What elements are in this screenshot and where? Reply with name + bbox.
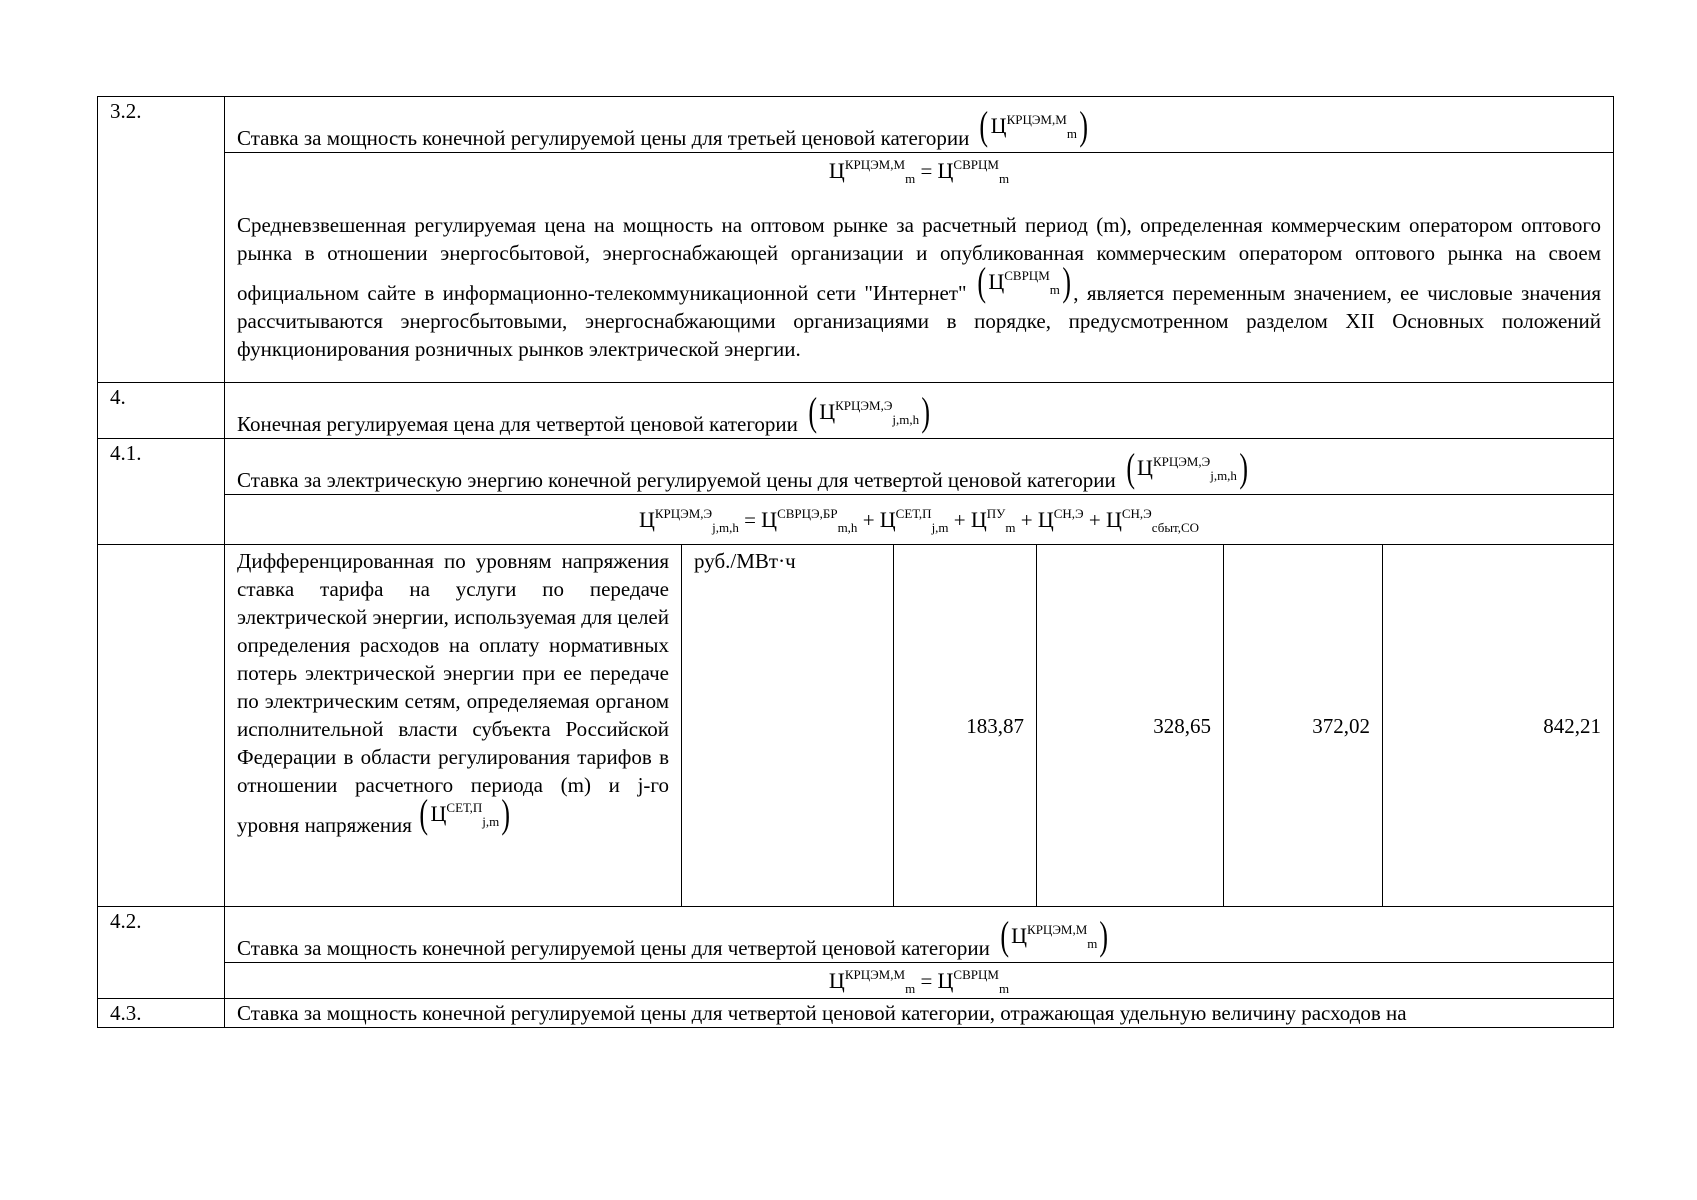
symbol-base: Ц [430, 801, 447, 826]
plus-sign: + [1020, 507, 1033, 532]
symbol-sub: сбыт,СО [1151, 519, 1200, 535]
symbol-sub: m [998, 980, 1010, 996]
formula-symbol [417, 791, 512, 836]
tariff-description-cell [225, 545, 682, 907]
paragraph-text: , является переменным значением, ее числовые значения рассчитываются энергосбытовыми, энергоснабжающими организациями в порядке, предусмотренном разделом XII Основных положений функционирования розничных рынков электрической энергии. [237, 281, 1602, 361]
symbol-sub: j,m,h [712, 519, 739, 535]
row-title: Конечная регулируемая цена для четвертой ценовой категории [237, 412, 798, 436]
symbol-base: Ц [828, 967, 845, 993]
row-number: 3.2. [98, 97, 225, 383]
symbol-sup: КРЦЭМ,М [1006, 112, 1067, 127]
symbol-sub: m [905, 171, 916, 186]
symbol-sub: j,m [931, 519, 949, 535]
bracket-open: ( [977, 259, 987, 304]
row-title: Ставка за мощность конечной регулируемой цены для четвертой ценовой категории [237, 936, 990, 960]
row-number: 4.3. [98, 999, 225, 1028]
row-title-cell [225, 97, 1614, 153]
tariff-description: Дифференцированная по уровням напряжения ставка тарифа на услуги по передаче электрической энергии, используемая для целей определения расходов на оплату нормативных потерь электрической энергии при ее передаче по электрическим сетям, определяемая органом исполнительной власти субъекта Российской Федерации в области регулирования тарифов в отношении расчетного периода (m) и j-го уровня напряжения [237, 549, 669, 837]
symbol-sub: m [905, 980, 916, 996]
bracket-open: ( [1000, 913, 1009, 958]
row-4-2-title [98, 907, 1614, 963]
bracket-open: ( [419, 791, 429, 836]
tariff-value-1: 183,87 [894, 545, 1037, 907]
formula-cell [225, 495, 1614, 545]
equals-sign: = [920, 968, 933, 993]
symbol-base: Ц [828, 158, 845, 183]
row-4-1-formula [98, 495, 1614, 545]
symbol-sub: j,m,h [892, 412, 920, 427]
paragraph-text: Средневзвешенная регулируемая цена на мощность на оптовом рынке за расчетный период (m), определенная коммерческим оператором оптового рынка в отношении энергосбытовой, энергоснабжающей организации и опубликованная коммерческим оператором оптового рынка на своем официальном сайте в информационно-телекоммуникационной сети "Интернет" [237, 213, 1602, 305]
symbol-sup: КРЦЭМ,Э [1152, 454, 1211, 469]
row-4-2-formula [98, 963, 1614, 999]
row-title-cell [225, 907, 1614, 963]
symbol-sup: СВРЦМ [953, 966, 999, 982]
row-3-2-body [98, 153, 1614, 383]
row-number: 4. [98, 383, 225, 439]
symbol-base: Ц [638, 506, 655, 532]
tariff-table [97, 96, 1614, 1028]
symbol-sup: СН,Э [1121, 505, 1152, 521]
symbol-sup: КРЦЭМ,М [844, 966, 906, 982]
symbol-sub: m [1049, 282, 1060, 297]
formula-cell [225, 963, 1614, 999]
symbol-sup: КРЦЭМ,Э [835, 398, 893, 413]
row-title-cell [225, 439, 1614, 495]
symbol-base: Ц [937, 158, 954, 183]
symbol-base: Ц [1037, 506, 1054, 532]
row-title: Ставка за мощность конечной регулируемой цены для четвертой ценовой категории, отражающая удельную величину расходов на [225, 999, 1614, 1028]
formula-symbol [975, 259, 1073, 304]
bracket-close: ) [1062, 259, 1071, 304]
symbol-base: Ц [988, 269, 1005, 294]
equals-sign: = [744, 507, 756, 532]
row-4-3 [98, 999, 1614, 1028]
symbol-sup: СВРЦЭ,БР [777, 505, 838, 521]
symbol-base: Ц [761, 506, 778, 532]
symbol-sup: СЕТ,П [895, 505, 932, 521]
unit-cell: руб./МВт·ч [682, 545, 894, 907]
symbol-sub: m [1087, 936, 1098, 951]
symbol-base: Ц [937, 967, 954, 993]
bracket-close: ) [1239, 445, 1248, 490]
symbol-sub: m,h [837, 519, 858, 535]
empty-number-cell [98, 545, 225, 907]
bracket-open: ( [1126, 445, 1135, 490]
symbol-sup: СВРЦМ [953, 157, 999, 172]
symbol-base: Ц [990, 113, 1007, 138]
row-title: Ставка за электрическую энергию конечной регулируемой цены для четвертой ценовой категории [237, 468, 1116, 492]
symbol-base: Ц [819, 399, 836, 424]
row-4 [98, 383, 1614, 439]
equals-sign: = [920, 159, 933, 183]
formula-cell [225, 153, 1614, 383]
symbol-sup: КРЦЭМ,М [844, 157, 906, 172]
tariff-value-2: 328,65 [1037, 545, 1224, 907]
plus-sign: + [862, 507, 875, 532]
symbol-sub: m [1005, 519, 1016, 535]
symbol-sub: m [998, 171, 1010, 186]
row-4-1-title [98, 439, 1614, 495]
formula [237, 157, 1601, 185]
tariff-row [98, 545, 1614, 907]
symbol-sub: j,m [482, 814, 500, 829]
row-title: Ставка за мощность конечной регулируемой цены для третьей ценовой категории [237, 126, 970, 150]
symbol-sup: СВРЦМ [1004, 268, 1050, 283]
plus-sign: + [953, 507, 966, 532]
bracket-close: ) [1099, 913, 1109, 958]
symbol-sub: m [1066, 126, 1077, 141]
symbol-sup: СЕТ,П [446, 800, 483, 815]
description-paragraph [237, 185, 1601, 363]
symbol-sup: КРЦЭМ,М [1027, 922, 1088, 937]
symbol-sup: ПУ [986, 505, 1006, 521]
row-number: 4.2. [98, 907, 225, 999]
bracket-open: ( [808, 389, 817, 434]
plus-sign: + [1088, 507, 1101, 532]
formula-symbol [977, 103, 1090, 148]
row-title-cell [225, 383, 1614, 439]
symbol-base: Ц [879, 506, 896, 532]
tariff-document-sheet [97, 96, 1613, 1028]
symbol-base: Ц [1105, 506, 1122, 532]
tariff-value-4: 842,21 [1383, 545, 1614, 907]
symbol-sup: КРЦЭМ,Э [654, 505, 713, 521]
row-number: 4.1. [98, 439, 225, 545]
formula-symbol [806, 389, 933, 434]
formula-symbol [1124, 445, 1251, 490]
tariff-value-3: 372,02 [1224, 545, 1383, 907]
bracket-close: ) [501, 791, 511, 836]
formula-symbol [998, 913, 1111, 958]
bracket-close: ) [921, 389, 931, 434]
symbol-sup: СН,Э [1053, 505, 1084, 521]
symbol-base: Ц [970, 506, 987, 532]
symbol-base: Ц [1011, 923, 1028, 948]
symbol-base: Ц [1137, 455, 1153, 480]
bracket-close: ) [1079, 103, 1088, 148]
bracket-open: ( [979, 103, 989, 148]
row-3-2-title [98, 97, 1614, 153]
symbol-sub: j,m,h [1210, 468, 1237, 483]
